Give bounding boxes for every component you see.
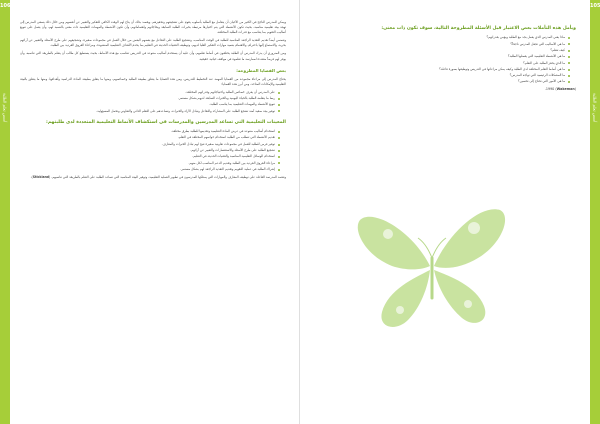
- right-page-number: 105: [590, 3, 600, 9]
- body-paragraph: وتتضمن أيضاً تقديم التغذية الراجعة المناسبة للطلبة في الوقت المناسب، وتشجيع الطلبة على التفاعل مع بعضهم البعض من خلال العمل في مجموعات صغيرة، وتشجيعهم على طرح الأسئلة والتعبير عن آرائهم بحرية، والاستماع إليها باحترام، والاهتمام بتنمية مهارات التفكير العليا لديهم، وتوظيف التقنيات الحديثة في التعليم بما يخدم الأهداف التعليمية المنشودة، ومراعاة الفروق الفردية بين الطلبة.: [20, 38, 286, 48]
- list-item: ربط ما يتعلمه الطلبة بالحياة اليومية وبالخبرات السابقة لديهم بشكل مستمر.: [20, 96, 280, 101]
- questions-heading: ويأمل هذه التأملات بعض الاعتبار قبل الأسئلة المطروحة التالية، سوف تكون ذات معنى:: [381, 26, 576, 31]
- list-item: إشراك الطلبة في عملية التقويم وتقديم التغذية الراجعة لهم بشكل مستمر.: [20, 167, 280, 172]
- left-running-head: أسس تعلم الطلبة: [2, 93, 8, 123]
- citation-author: Wakeman: [556, 87, 575, 92]
- list-item: مراعاة الفروق الفردية بين الطلبة وتقديم الدعم المناسب لكل منهم.: [20, 161, 280, 166]
- list-item: استخدام الوسائل التعليمية المناسبة والتقنيات الحديثة في التعليم.: [20, 154, 280, 159]
- section-heading: المعينات التعليمية التي تساعد المدرسين والمدرسات في استكشاف الأنماط التعليمية المتعددة لدى طلبتهم:: [45, 119, 286, 125]
- closing-paragraph: [20, 175, 286, 180]
- citation: (Wakeman) 1990.: [544, 87, 576, 92]
- question-item: ما المشكلات الرئيسية التي تواجه المدرس؟: [326, 73, 570, 78]
- section-heading: بعض القضايا المطروحة:: [236, 67, 286, 73]
- butterfly-illustration: [352, 200, 512, 340]
- right-page-content: [326, 20, 576, 93]
- closing-text: وتعتمد المدرسة الفاعلة على توظيف المعارف والمهارات التي يمتلكها المدرسون في تطوير العملية التعليمية، وتوفير البيئة المناسبة التي تساعد الطلبة على التعلم بالطريقة التي تناسبهم.: [51, 174, 286, 179]
- question-item: ما هي الأساليب التي تجعل المدرس ناجحاً؟: [326, 42, 570, 47]
- question-item: ما الذي يحفز الطلبة على التعلم؟: [326, 61, 570, 66]
- section-intro: يحتاج المدرس إلى مراعاة مجموعة من القضايا المهمة عند التخطيط للتدريس، ومن هذه القضايا ما يتعلق بطبيعة الطلبة وخصائصهم، ومنها ما يتعلق بطبيعة المادة الدراسية وأهدافها، ومنها ما يتعلق بالبيئة التعليمية والإمكانات المتاحة، ومن أبرز هذه القضايا:: [20, 76, 286, 86]
- question-item: ماذا يعني المدرس الذي يعمل بجد مع الطلبة ويؤمن بقدراتهم؟: [326, 35, 570, 40]
- question-item: ما هي أنماط التعلم المختلفة لدى الطلبة وكيف يمكن مراعاتها في التدريس وتوظيفها بصورة فاعلة؟: [326, 67, 570, 72]
- citation: (Stickland).: [30, 174, 51, 179]
- questions-list: [326, 35, 576, 84]
- list-item: على المدرس أن يعرف خصائص الطلبة واحتياجاتهم وقدراتهم المختلفة.: [20, 90, 280, 95]
- list-item: تقديم الأنشطة التي تتطلب من الطلبة استخدام حواسهم المختلفة في التعلم.: [20, 135, 280, 140]
- right-running-head: أسس تعلم الطلبة: [592, 93, 598, 123]
- left-page-sidebar: [0, 0, 10, 424]
- left-page-content: [20, 20, 286, 183]
- question-item: ما هي الأنشطة التعليمية التي يفضلها الطلبة؟: [326, 54, 570, 59]
- list-item: توفير فرص للطلبة للعمل في مجموعات تعاونية صغيرة تتيح لهم تبادل الخبرات والمعارف.: [20, 142, 280, 147]
- list-item: تنويع الأنشطة والمهمات التعليمية بما يناسب الطلبة.: [20, 102, 280, 107]
- right-page-sidebar: [590, 0, 600, 424]
- body-paragraph: ومن الضروري أن يدرك المدرس أن الطلبة يختلفون في أنماط تعلمهم، وأن عليه أن يستخدم أساليب متنوعة في التدريس تتناسب مع هذه الأنماط، بحيث يستطيع كل طالب أن يتعلم بالطريقة التي تناسبه، وأن يوفر لهم فرصاً متعددة لممارسة ما تعلموه في مواقف حياتية حقيقية.: [20, 51, 286, 61]
- body-paragraph: ويمكن للمدرس الناجح في الكثير من الأحيان أن يتعامل مع الطلبة بأسلوب يقوم على تشجيعهم وتحفيزهم، ويقصد بذلك أن يتاح لهم الوقت الكافي للتفكير والتعبير عن أنفسهم ومن خلال ذلك يسعى المدرس إلى تهيئة بيئة تعليمية مناسبة، بحيث تكون الأنشطة التي يتم اختيارها مرتبطة بخبرات الطلبة السابقة وبحاجاتهم واهتماماتهم، وأن تكون الأنشطة والمهمات التعليمية ذات معنى بالنسبة لهم، وأن يعمل على تنويع أساليب التقويم بما يتناسب مع قدرات الطلبة المختلفة.: [20, 20, 286, 35]
- question-item: كيف تتعلم؟: [326, 48, 570, 53]
- bullet-list: [20, 129, 286, 172]
- question-item: ما هي الأمور التي تحتاج إلى تحسين؟: [326, 79, 570, 84]
- right-page: [300, 0, 600, 424]
- bullet-list: [20, 90, 286, 114]
- list-item: تشجيع الطلبة على طرح الأسئلة والاستفسارات والتعبير عن آرائهم.: [20, 148, 280, 153]
- citation-author: Stickland: [32, 174, 50, 179]
- left-page-number: 106: [0, 3, 11, 9]
- list-item: استخدام أساليب متنوعة في عرض المادة التعليمية وتقديمها للطلبة بطرق مختلفة.: [20, 129, 280, 134]
- list-item: توفير بيئة صفية آمنة تشجع الطلبة على المشاركة والتفاعل وتبادل الآراء والخبرات، وتساعدهم على التعلم الذاتي والتعاوني وتحمل المسؤولية.: [20, 109, 280, 114]
